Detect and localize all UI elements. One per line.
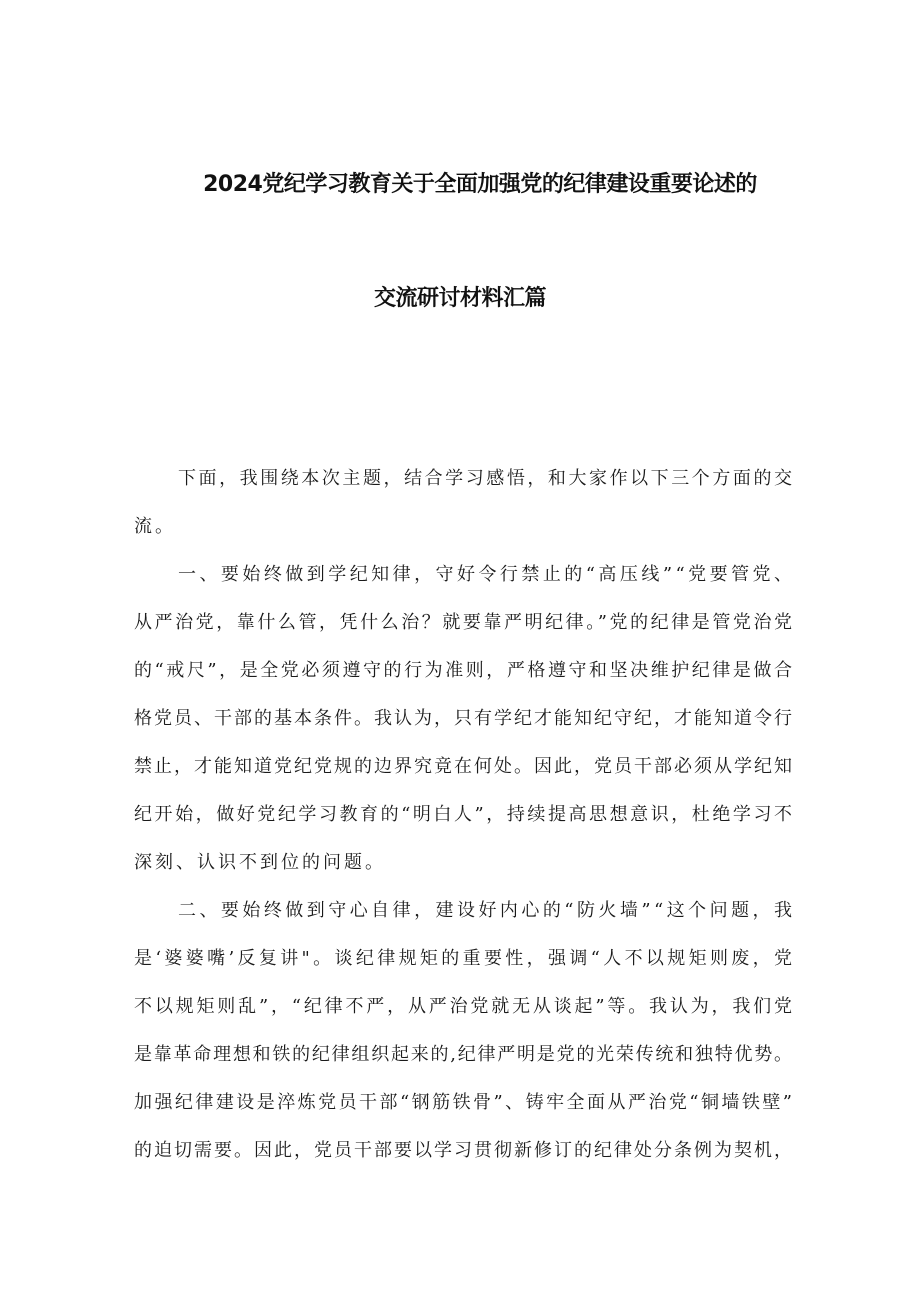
document-title-line-1: 2024党纪学习教育关于全面加强党的纪律建设重要论述的 xyxy=(203,172,757,197)
body-line: 不以规矩则乱”，“纪律不严，从严治党就无从谈起”等。我认为，我们党 xyxy=(134,996,795,1017)
body-line: 下面，我围绕本次主题，结合学习感悟，和大家作以下三个方面的交 xyxy=(178,468,795,489)
body-line: 的迫切需要。因此，党员干部要以学习贯彻新修订的纪律处分条例为契机， xyxy=(134,1140,794,1161)
body-line: 是靠革命理想和铁的纪律组织起来的,纪律严明是党的光荣传统和独特优势。 xyxy=(134,1044,794,1065)
body-line: 深刻、认识不到位的问题。 xyxy=(134,852,386,873)
body-line: 加强纪律建设是淬炼党员干部“钢筋铁骨”、铸牢全面从严治党“铜墙铁壁” xyxy=(134,1092,795,1113)
body-line: 的“戒尺”，是全党必须遵守的行为准则，严格遵守和坚决维护纪律是做合 xyxy=(134,660,795,681)
body-line: 禁止，才能知道党纪党规的边界究竟在何处。因此，党员干部必须从学纪知 xyxy=(134,756,794,777)
body-line: 纪开始，做好党纪学习教育的“明白人”，持续提高思想意识，杜绝学习不 xyxy=(134,804,795,825)
body-line: 从严治党，靠什么管，凭什么治？就要靠严明纪律。”党的纪律是管党治党 xyxy=(134,612,795,633)
body-line: 二、要始终做到守心自律，建设好内心的“防火墙”“这个问题，我 xyxy=(178,900,796,921)
body-line: 一、要始终做到学纪知律，守好令行禁止的“高压线”“党要管党、 xyxy=(178,564,796,585)
body-line: 流。 xyxy=(134,516,176,537)
body-line: 格党员、干部的基本条件。我认为，只有学纪才能知纪守纪，才能知道令行 xyxy=(134,708,794,729)
body-line: 是‘婆婆嘴’反复讲"。谈纪律规矩的重要性，强调“人不以规矩则废，党 xyxy=(134,948,796,969)
document-title-line-2: 交流研讨材料汇篇 xyxy=(373,286,546,311)
